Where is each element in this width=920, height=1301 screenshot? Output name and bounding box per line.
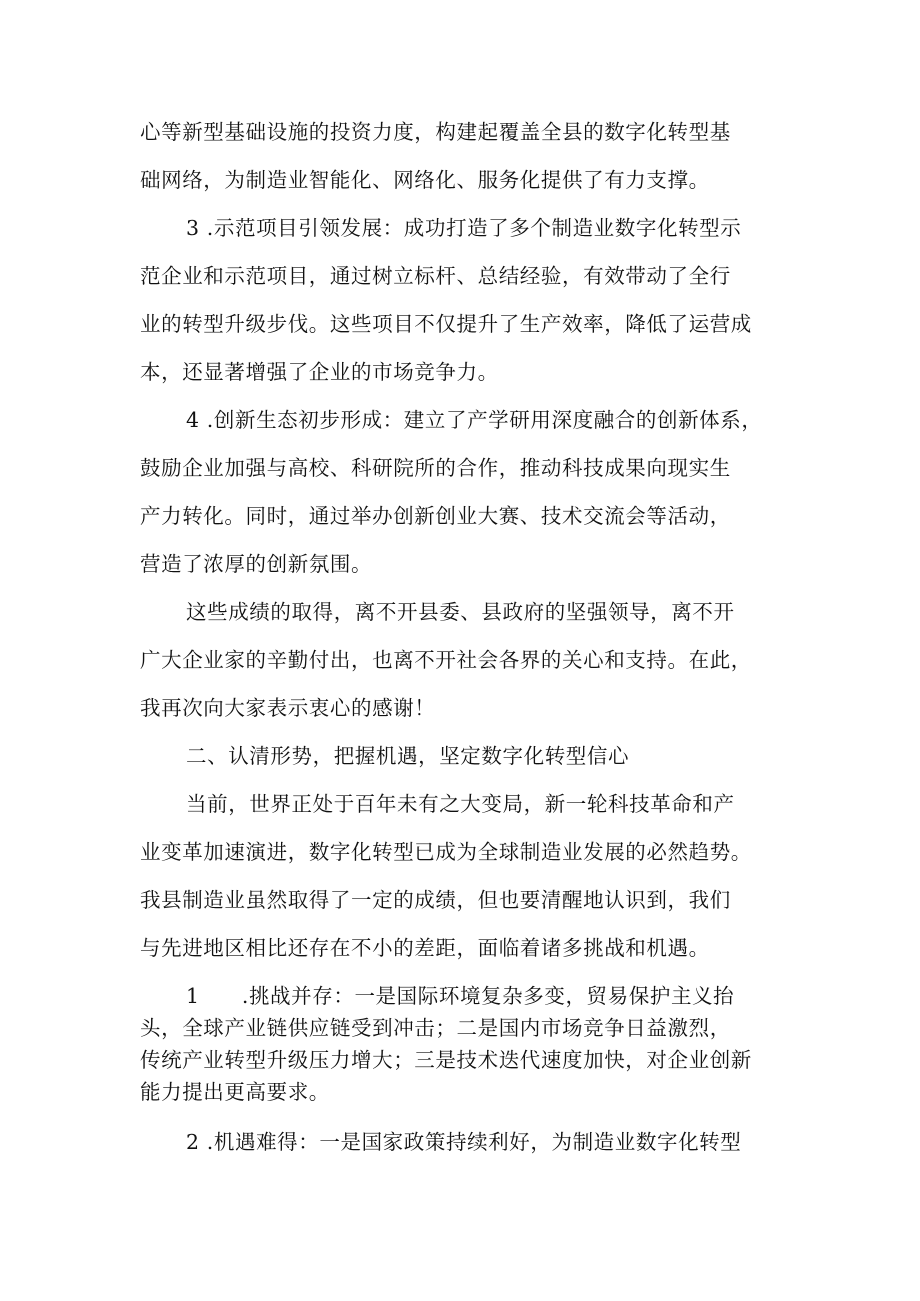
body-text-line: 营造了浓厚的创新氛围。 [140,552,373,576]
section-heading: 二、认清形势，把握机遇，坚定数字化转型信心 [186,744,630,768]
body-text-line: 传统产业转型升级压力增大；三是技术迭代速度加快，对企业创新 [140,1048,752,1072]
list-item-1-title-line: 1 .挑战并存：一是国际环境复杂多变，贸易保护主义抬 [186,984,735,1008]
body-text-line: 与先进地区相比还存在不小的差距，面临着诸多挑战和机遇。 [140,936,710,960]
body-text-line: 心等新型基础设施的投资力度，构建起覆盖全县的数字化转型基 [140,120,731,144]
body-text-line: 业的转型升级步伐。这些项目不仅提升了生产效率，降低了运营成 [140,312,752,336]
list-item-4-title-line: 4 .创新生态初步形成：建立了产学研用深度融合的创新体系， [186,408,763,432]
body-text-line: 本，还显著增强了企业的市场竞争力。 [140,360,499,384]
body-text-line: 我再次向大家表示衷心的感谢！ [140,696,436,720]
body-text-line: 头，全球产业链供应链受到冲击；二是国内市场竞争日益激烈， [140,1016,731,1040]
body-text-line: 业变革加速演进，数字化转型已成为全球制造业发展的必然趋势。 [140,840,752,864]
body-text-line: 我县制造业虽然取得了一定的成绩，但也要清醒地认识到，我们 [140,888,731,912]
body-text-line: 广大企业家的辛勤付出，也离不开社会各界的关心和支持。在此， [140,648,752,672]
body-text-line: 范企业和示范项目，通过树立标杆、总结经验，有效带动了全行 [140,264,731,288]
paragraph-first-line: 这些成绩的取得，离不开县委、县政府的坚强领导，离不开 [186,600,735,624]
list-item-2-title-line: 2 .机遇难得：一是国家政策持续利好，为制造业数字化转型 [186,1130,742,1154]
body-text-line: 能力提出更高要求。 [140,1080,330,1104]
body-text-line: 础网络，为制造业智能化、网络化、服务化提供了有力支撑。 [140,168,710,192]
list-item-3-title-line: 3 .示范项目引领发展：成功打造了多个制造业数字化转型示 [186,216,742,240]
paragraph-first-line: 当前，世界正处于百年未有之大变局，新一轮科技革命和产 [186,792,735,816]
body-text-line: 鼓励企业加强与高校、科研院所的合作，推动科技成果向现实生 [140,456,731,480]
body-text-line: 产力转化。同时，通过举办创新创业大赛、技术交流会等活动， [140,504,731,528]
